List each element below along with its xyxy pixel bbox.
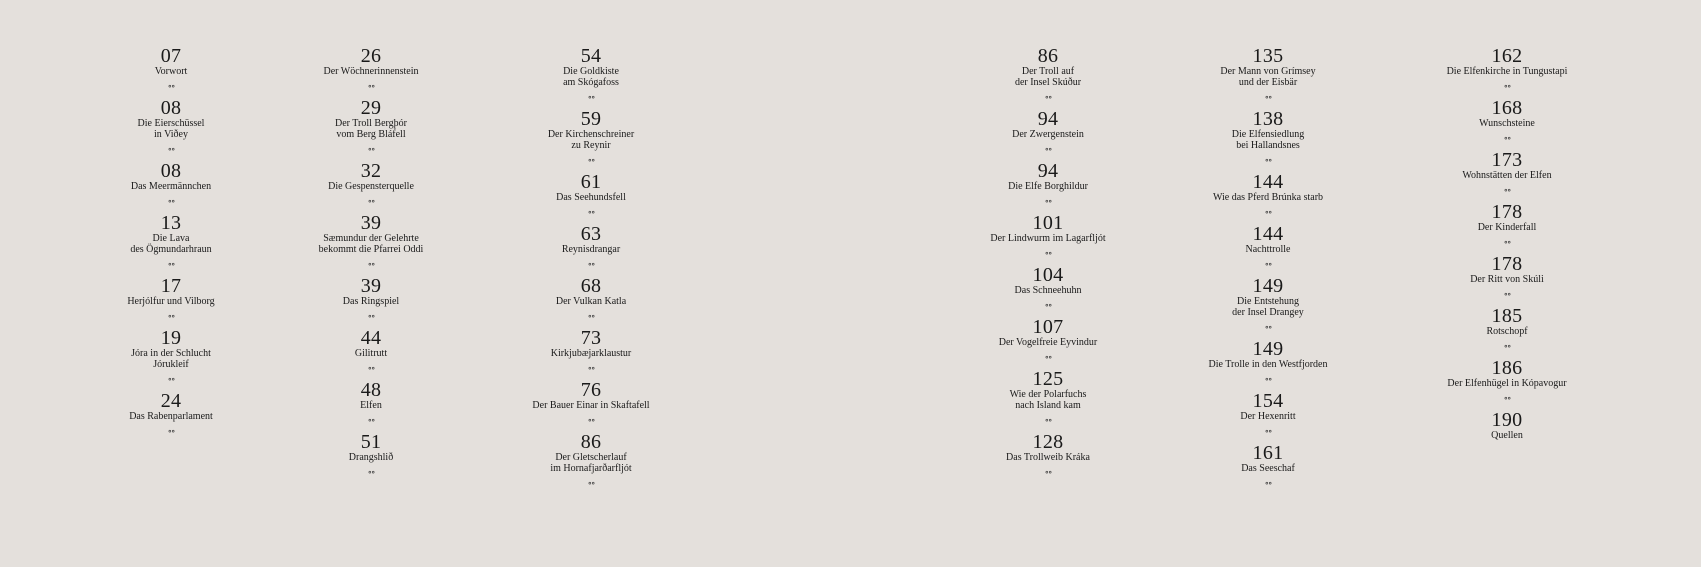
ornament-icon: ∘∘	[1503, 393, 1511, 403]
entry-title: Rotschopf	[1486, 326, 1528, 337]
toc-entry[interactable]	[550, 432, 631, 488]
toc-column-6	[1387, 46, 1627, 448]
entry-title: Nachttrolle	[1245, 244, 1291, 255]
toc-entry[interactable]	[1015, 46, 1081, 102]
entry-title: Sæmundur der Gelehrte bekommt die Pfarrei Oddi	[318, 233, 424, 255]
toc-entry[interactable]	[1008, 161, 1088, 206]
ornament-icon: ∘∘	[367, 415, 375, 425]
entry-title: Der Wöchnerinnenstein	[323, 66, 419, 77]
page-number: 149	[1252, 338, 1284, 360]
page-number: 144	[1252, 223, 1284, 245]
page-number: 39	[360, 275, 382, 297]
page-number: 168	[1491, 97, 1523, 119]
toc-column-4	[928, 46, 1168, 484]
toc-entry[interactable]	[532, 380, 649, 425]
entry-title: Die Elfe Borghildur	[1008, 181, 1088, 192]
toc-entry[interactable]	[1209, 339, 1328, 384]
toc-entry[interactable]	[562, 224, 620, 269]
page-number: 29	[360, 97, 382, 119]
toc-entry[interactable]	[323, 46, 418, 91]
entry-title: Drangshlið	[348, 452, 394, 463]
page-number: 94	[1037, 108, 1059, 130]
entry-title: Der Troll auf der Insel Skúður	[1014, 66, 1082, 88]
toc-entry[interactable]	[131, 161, 211, 206]
toc-entry[interactable]	[1479, 98, 1535, 143]
page-number: 138	[1252, 108, 1284, 130]
entry-title: Das Seeschaf	[1241, 463, 1295, 474]
page-number: 186	[1491, 357, 1523, 379]
ornament-icon: ∘∘	[587, 415, 595, 425]
ornament-icon: ∘∘	[1264, 207, 1272, 217]
entry-title: Der Hexenritt	[1240, 411, 1296, 422]
toc-entry[interactable]	[1232, 276, 1304, 332]
toc-entry[interactable]	[319, 213, 424, 269]
ornament-icon: ∘∘	[1503, 81, 1511, 91]
toc-column-2	[251, 46, 491, 484]
entry-title: Die Elfenkirche in Tungustapi	[1446, 66, 1568, 77]
toc-entry[interactable]	[563, 46, 619, 102]
page-number: 107	[1032, 316, 1064, 338]
ornament-icon: ∘∘	[1044, 415, 1052, 425]
entry-title: Der Lindwurm im Lagarfljót	[990, 233, 1106, 244]
ornament-icon: ∘∘	[1503, 341, 1511, 351]
page-number: 76	[580, 379, 602, 401]
entry-title: Wie das Pferd Brúnka starb	[1212, 192, 1324, 203]
toc-entry[interactable]	[551, 328, 632, 373]
toc-entry[interactable]	[360, 380, 382, 425]
entry-title: Die Lava des Ögmundarhraun	[130, 233, 212, 255]
toc-entry[interactable]	[1491, 410, 1523, 441]
entry-title: Herjólfur und Vilborg	[127, 296, 215, 307]
entry-title: Wunschsteine	[1479, 118, 1535, 129]
ornament-icon: ∘∘	[1503, 237, 1511, 247]
entry-title: Das Seehundsfell	[556, 192, 626, 203]
entry-title: Der Bauer Einar in Skaftafell	[532, 400, 650, 411]
page-number: 08	[160, 97, 182, 119]
page-number: 178	[1491, 253, 1523, 275]
toc-entry[interactable]	[1015, 265, 1082, 310]
toc-entry[interactable]	[1486, 306, 1527, 351]
page-number: 68	[580, 275, 602, 297]
entry-title: Der Zwergenstein	[1012, 129, 1084, 140]
toc-entry[interactable]	[343, 276, 399, 321]
page-number: 128	[1032, 431, 1064, 453]
page-number: 44	[360, 327, 382, 349]
toc-entry[interactable]	[129, 391, 213, 436]
page-number: 125	[1032, 368, 1064, 390]
page-number: 86	[580, 431, 602, 453]
entry-title: Kirkjubæjarklaustur	[550, 348, 632, 359]
ornament-icon: ∘∘	[167, 374, 175, 384]
toc-entry[interactable]	[1241, 443, 1295, 488]
ornament-icon: ∘∘	[167, 144, 175, 154]
toc-entry[interactable]	[349, 432, 393, 477]
entry-title: Der Ritt von Skúli	[1470, 274, 1544, 285]
page-number: 173	[1491, 149, 1523, 171]
entry-title: Wohnstätten der Elfen	[1462, 170, 1552, 181]
ornament-icon: ∘∘	[367, 259, 375, 269]
ornament-icon: ∘∘	[367, 144, 375, 154]
entry-title: Der Vulkan Katla	[555, 296, 627, 307]
toc-entry[interactable]	[328, 161, 414, 206]
ornament-icon: ∘∘	[1044, 300, 1052, 310]
toc-entry[interactable]	[127, 276, 214, 321]
entry-title: Die Eierschüssel in Viðey	[137, 118, 205, 140]
toc-entry[interactable]	[556, 276, 626, 321]
ornament-icon: ∘∘	[167, 196, 175, 206]
ornament-icon: ∘∘	[167, 259, 175, 269]
ornament-icon: ∘∘	[1044, 467, 1052, 477]
ornament-icon: ∘∘	[1044, 196, 1052, 206]
page-number: 08	[160, 160, 182, 182]
toc-entry[interactable]	[999, 317, 1098, 362]
ornament-icon: ∘∘	[167, 426, 175, 436]
ornament-icon: ∘∘	[587, 259, 595, 269]
page-number: 39	[360, 212, 382, 234]
page-number: 17	[160, 275, 182, 297]
page-number: 161	[1252, 442, 1284, 464]
toc-entry[interactable]	[1010, 369, 1087, 425]
page-number: 94	[1037, 160, 1059, 182]
toc-entry[interactable]	[1006, 432, 1090, 477]
toc-entry[interactable]	[1012, 109, 1084, 154]
entry-title: Der Kinderfall	[1477, 222, 1537, 233]
entry-title: Quellen	[1491, 430, 1523, 441]
entry-title: Die Trolle in den Westfjorden	[1208, 359, 1328, 370]
page-number: 162	[1491, 45, 1523, 67]
ornament-icon: ∘∘	[587, 311, 595, 321]
ornament-icon: ∘∘	[1264, 322, 1272, 332]
page-number: 24	[160, 390, 182, 412]
page-number: 19	[160, 327, 182, 349]
toc-entry[interactable]	[1470, 254, 1544, 299]
entry-title: Der Mann von Grímsey und der Eisbär	[1220, 66, 1316, 88]
toc-entry[interactable]	[1462, 150, 1551, 195]
page-number: 190	[1491, 409, 1523, 431]
toc-entry[interactable]	[155, 46, 188, 91]
page-number: 61	[580, 171, 602, 193]
entry-title: Elfen	[360, 400, 382, 411]
entry-title: Vorwort	[154, 66, 188, 77]
ornament-icon: ∘∘	[1503, 133, 1511, 143]
ornament-icon: ∘∘	[1044, 352, 1052, 362]
ornament-icon: ∘∘	[587, 207, 595, 217]
toc-column-3	[471, 46, 711, 495]
page-number: 48	[360, 379, 382, 401]
ornament-icon: ∘∘	[1044, 92, 1052, 102]
ornament-icon: ∘∘	[587, 478, 595, 488]
page-number: 26	[360, 45, 382, 67]
toc-entry[interactable]	[1240, 391, 1295, 436]
toc-entry[interactable]	[130, 213, 211, 269]
ornament-icon: ∘∘	[1264, 478, 1272, 488]
entry-title: Die Elfensiedlung bei Hallandsnes	[1231, 129, 1305, 151]
ornament-icon: ∘∘	[367, 81, 375, 91]
ornament-icon: ∘∘	[587, 363, 595, 373]
ornament-icon: ∘∘	[1044, 144, 1052, 154]
entry-title: Das Schneehuhn	[1014, 285, 1082, 296]
entry-title: Das Rabenparlament	[129, 411, 213, 422]
page-number: 144	[1252, 171, 1284, 193]
entry-title: Der Kirchenschreiner zu Reynir	[547, 129, 635, 151]
entry-title: Gilitrutt	[354, 348, 388, 359]
ornament-icon: ∘∘	[367, 196, 375, 206]
page-number: 154	[1252, 390, 1284, 412]
page-number: 101	[1032, 212, 1064, 234]
entry-title: Das Ringspiel	[342, 296, 400, 307]
left-page	[0, 0, 850, 567]
ornament-icon: ∘∘	[1503, 289, 1511, 299]
ornament-icon: ∘∘	[1503, 185, 1511, 195]
page-number: 32	[360, 160, 382, 182]
page-number: 73	[580, 327, 602, 349]
entry-title: Das Trollweib Kráka	[1006, 452, 1090, 463]
toc-entry[interactable]	[1447, 46, 1568, 91]
entry-title: Die Entstehung der Insel Drangey	[1232, 296, 1304, 318]
toc-entry[interactable]	[131, 328, 211, 384]
toc-column-5	[1148, 46, 1388, 495]
toc-entry[interactable]	[1213, 172, 1323, 217]
page-number: 149	[1252, 275, 1284, 297]
entry-title: Der Vogelfreie Eyvindur	[998, 337, 1098, 348]
page-number: 54	[580, 45, 602, 67]
toc-entry[interactable]	[1447, 358, 1566, 403]
entry-title: Der Elfenhügel in Kópavogur	[1447, 378, 1567, 389]
toc-entry[interactable]	[1232, 109, 1304, 165]
page-number: 63	[580, 223, 602, 245]
ornament-icon: ∘∘	[367, 363, 375, 373]
entry-title: Der Gletscherlauf im Hornafjarðarfljót	[550, 452, 632, 474]
toc-entry[interactable]	[355, 328, 387, 373]
entry-title: Das Meermännchen	[130, 181, 212, 192]
ornament-icon: ∘∘	[1264, 426, 1272, 436]
entry-title: Jóra in der Schlucht Jórukleif	[131, 348, 211, 370]
toc-entry[interactable]	[1246, 224, 1291, 269]
toc-entry[interactable]	[548, 109, 634, 165]
page-number: 13	[160, 212, 182, 234]
toc-entry[interactable]	[335, 98, 407, 154]
page-number: 135	[1252, 45, 1284, 67]
ornament-icon: ∘∘	[587, 155, 595, 165]
right-page	[851, 0, 1701, 567]
toc-entry[interactable]	[138, 98, 205, 154]
entry-title: Reynisdrangar	[561, 244, 621, 255]
page-number: 07	[160, 45, 182, 67]
ornament-icon: ∘∘	[587, 92, 595, 102]
page-number: 59	[580, 108, 602, 130]
ornament-icon: ∘∘	[367, 311, 375, 321]
ornament-icon: ∘∘	[1044, 248, 1052, 258]
ornament-icon: ∘∘	[1264, 92, 1272, 102]
ornament-icon: ∘∘	[1264, 259, 1272, 269]
ornament-icon: ∘∘	[167, 311, 175, 321]
toc-entry[interactable]	[556, 172, 626, 217]
ornament-icon: ∘∘	[367, 467, 375, 477]
entry-title: Die Gespensterquelle	[328, 181, 414, 192]
page-number: 51	[360, 431, 382, 453]
page-number: 104	[1032, 264, 1064, 286]
toc-entry[interactable]	[990, 213, 1105, 258]
toc-entry[interactable]	[1478, 202, 1537, 247]
ornament-icon: ∘∘	[1264, 374, 1272, 384]
entry-title: Der Troll Bergþór vom Berg Bláfell	[334, 118, 408, 140]
page-number: 185	[1491, 305, 1523, 327]
toc-entry[interactable]	[1220, 46, 1315, 102]
ornament-icon: ∘∘	[1264, 155, 1272, 165]
ornament-icon: ∘∘	[167, 81, 175, 91]
entry-title: Die Goldkiste am Skógafoss	[563, 66, 619, 88]
page-number: 86	[1037, 45, 1059, 67]
entry-title: Wie der Polarfuchs nach Island kam	[1009, 389, 1087, 411]
page-number: 178	[1491, 201, 1523, 223]
